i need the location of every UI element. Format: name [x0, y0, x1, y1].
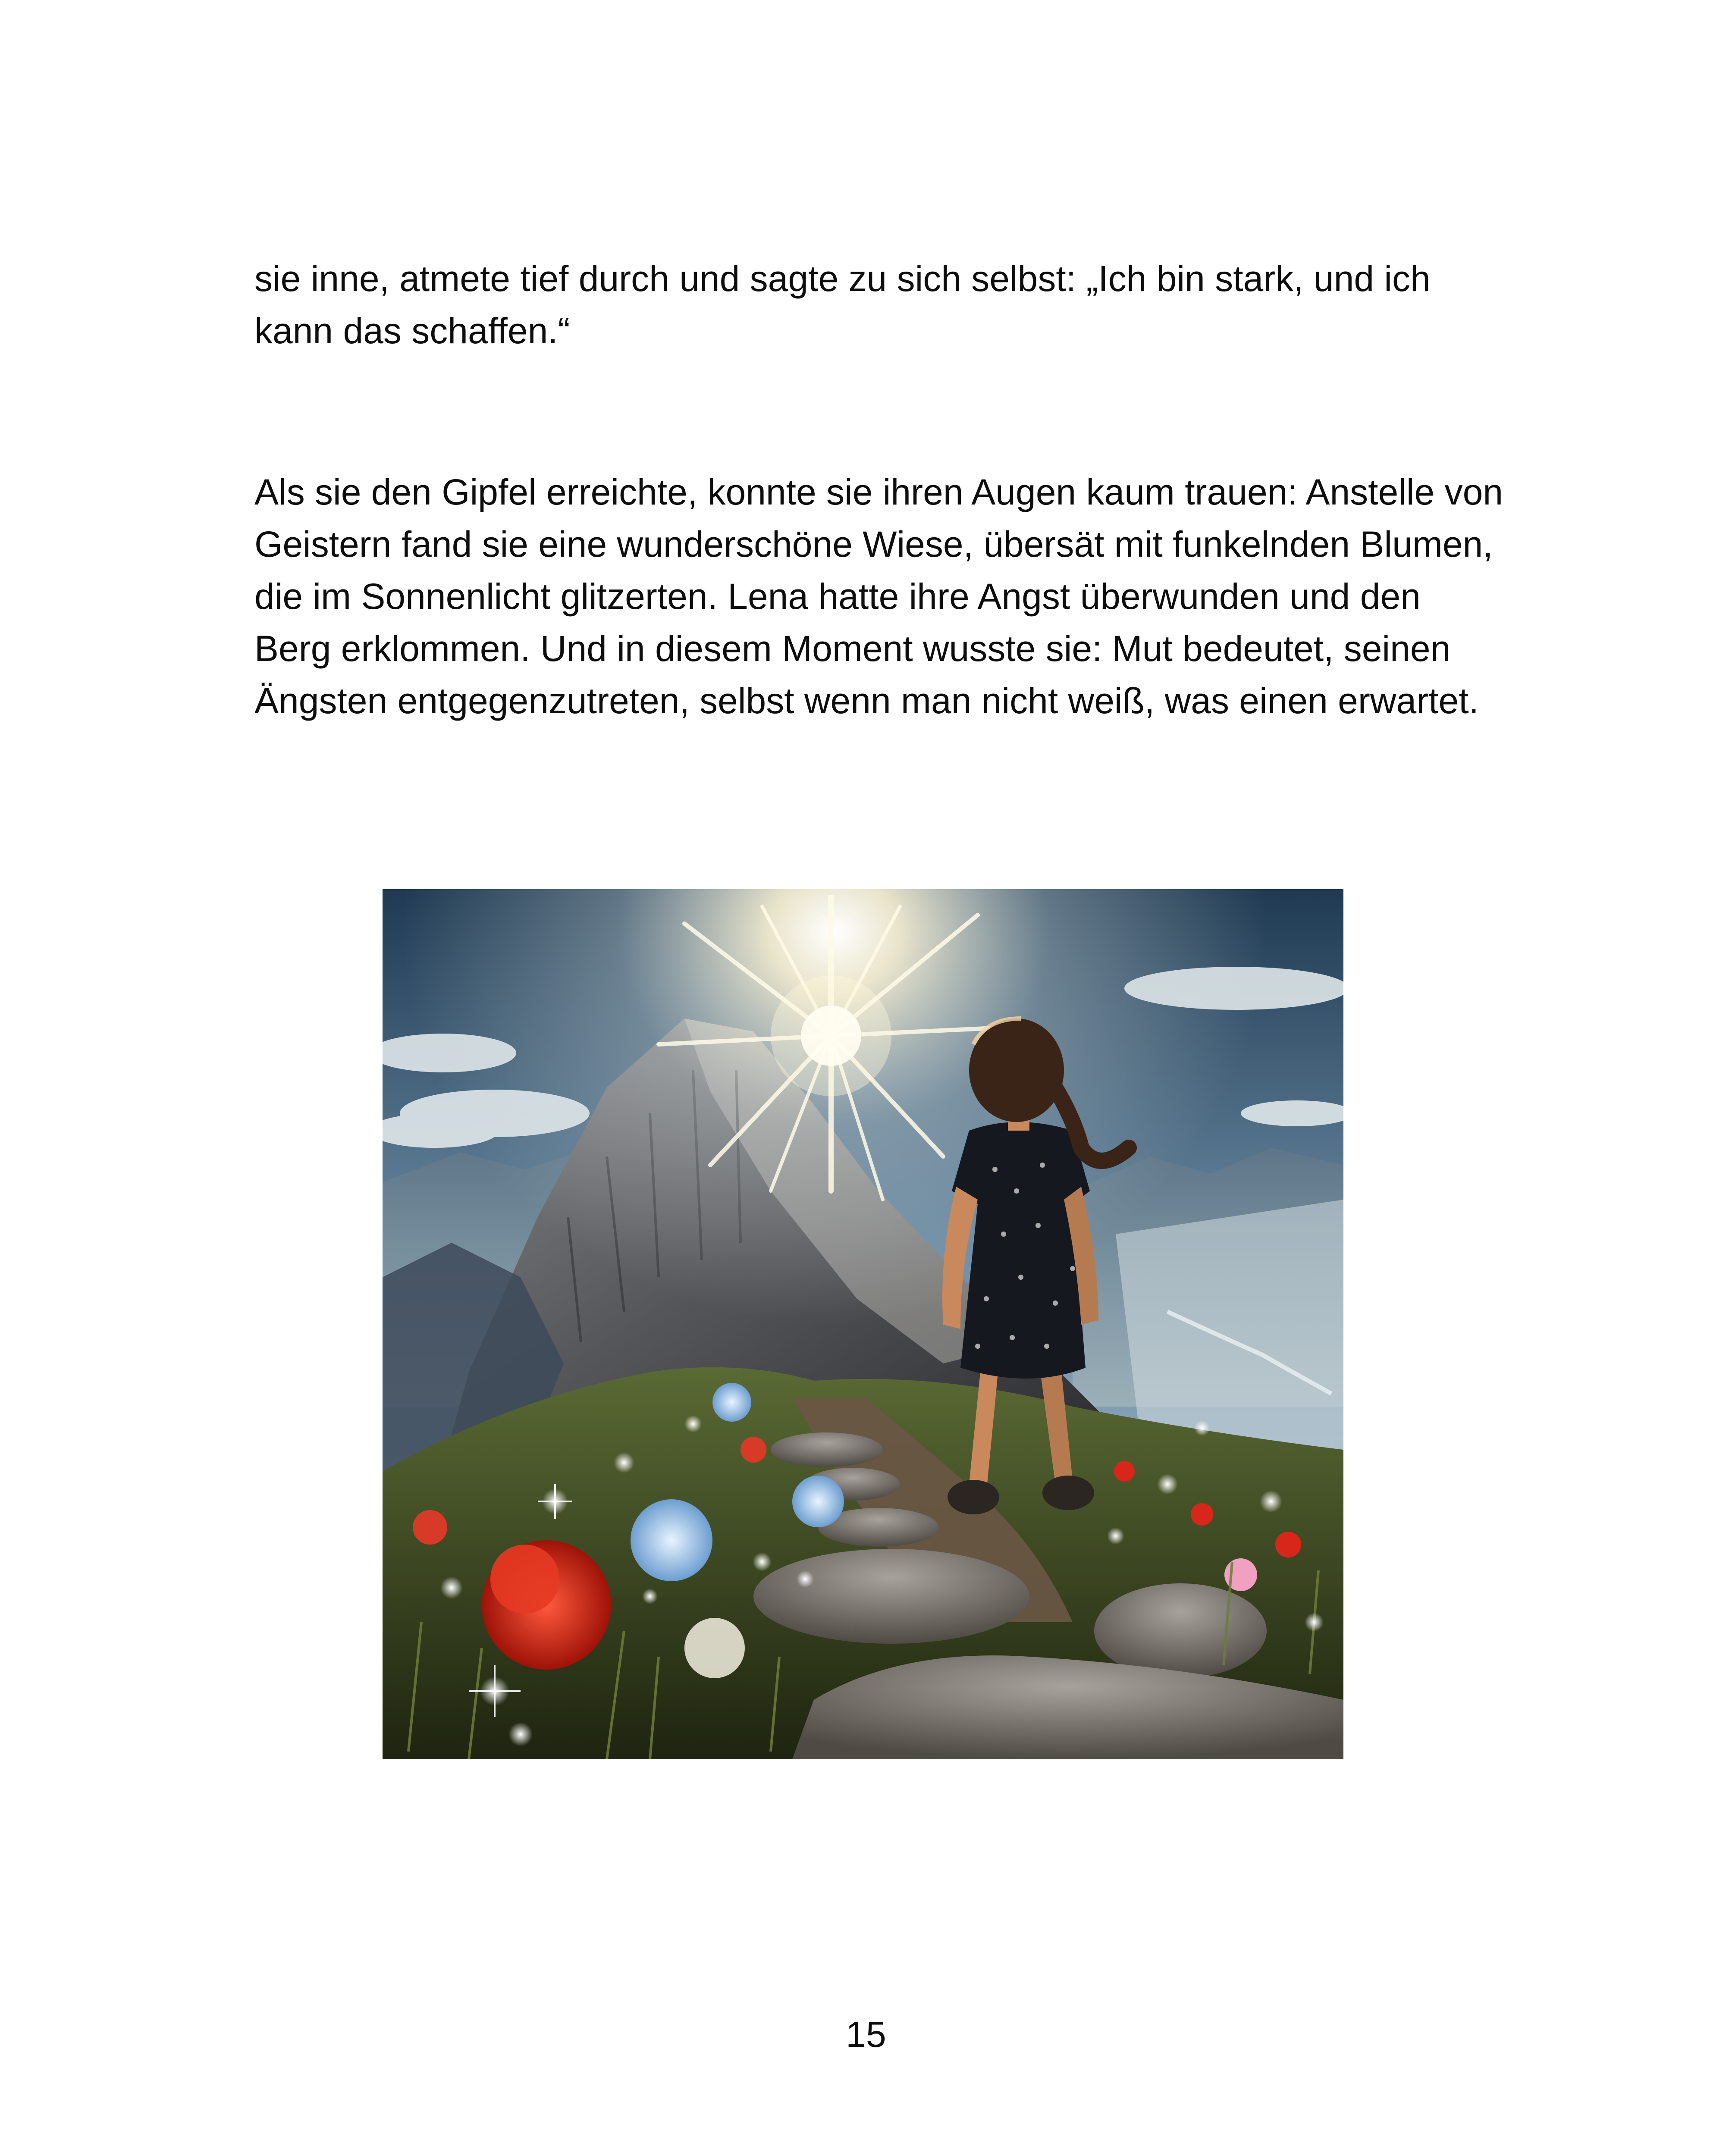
paragraph-1: sie inne, atmete tief durch und sagte zu sich selbst: „Ich bin stark, und ich kann das schaffen.“	[254, 258, 1431, 351]
paragraph-2: Als sie den Gipfel erreichte, konnte sie ihren Augen kaum trauen: Anstelle von Geistern fand sie eine wunderschöne Wiese, übersät mit funkelnden Blumen, die im Sonnenlicht glitzerten. Lena hatte ihre Angst überwunden und den Berg erklommen. Und in diesem Moment wusste sie: Mut bedeutet, seinen Ängsten entgegenzutreten, selbst wenn man nicht weiß, was einen erwartet.	[254, 472, 1503, 721]
illustration-girl-on-mountain	[383, 889, 1343, 1759]
page-number: 15	[846, 2014, 886, 2055]
